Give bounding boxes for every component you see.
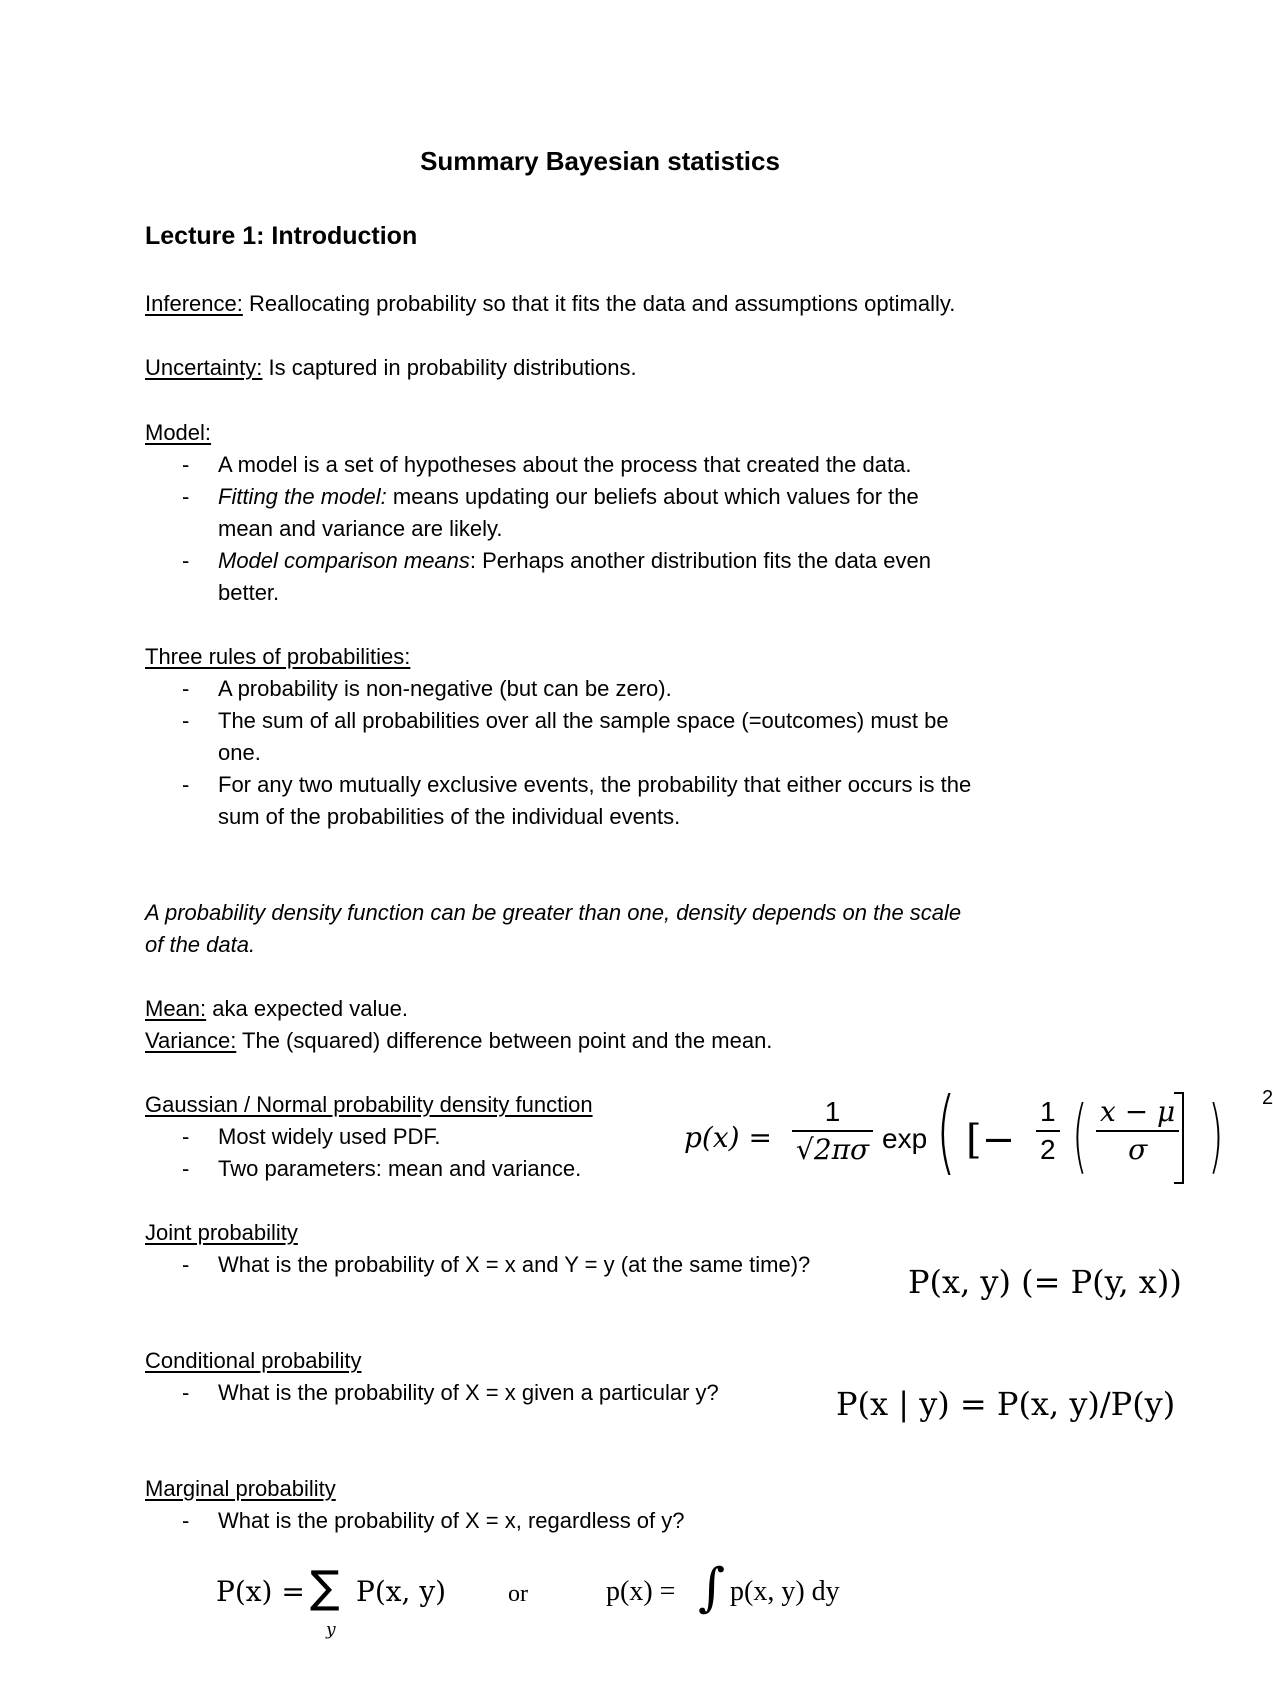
variance-text: The (squared) difference between point and the mean.	[236, 1028, 773, 1053]
three-rules-term: Three rules of probabilities:	[145, 644, 411, 669]
int-lhs: p(x) =	[606, 1576, 676, 1607]
variance-definition	[145, 1030, 772, 1052]
sum-subscript: y	[326, 1620, 336, 1640]
list-item-text-part: means updating our beliefs about which values for the	[386, 484, 919, 509]
list-item-text: For any two mutually exclusive events, the probability that either occurs is the	[218, 772, 972, 797]
joint-term: Joint probability	[145, 1220, 298, 1245]
conditional-term: Conditional probability	[145, 1348, 362, 1373]
half-numerator: 1	[1040, 1096, 1056, 1127]
list-item-text	[218, 486, 919, 508]
bullet-dash: -	[182, 1252, 190, 1277]
uncertainty-definition	[145, 357, 637, 379]
marginal-sum-formula	[216, 1562, 456, 1642]
half-denominator: 2	[1036, 1130, 1060, 1164]
fraction-denominator: √2πσ	[792, 1130, 873, 1164]
list-item-continuation: sum of the probabilities of the individual events.	[218, 804, 681, 829]
list-item-text: What is the probability of X = x and Y = y (at the same time)?	[218, 1252, 811, 1277]
formula-power: 2	[1262, 1087, 1273, 1109]
italic-term: Model comparison means	[218, 548, 470, 573]
bullet-dash: -	[182, 452, 190, 477]
bullet-dash: -	[182, 1380, 190, 1405]
sum-lhs: P(x) =	[216, 1575, 305, 1608]
bullet-dash: -	[182, 708, 190, 733]
list-item-text	[218, 550, 931, 572]
variance-term: Variance:	[145, 1028, 237, 1053]
lecture-heading: Lecture 1: Introduction	[145, 222, 418, 250]
inner-denominator: σ	[1096, 1130, 1179, 1164]
uncertainty-text: Is captured in probability distributions.	[262, 355, 637, 380]
formula-half	[1036, 1098, 1060, 1164]
or-connector: or	[508, 1581, 528, 1607]
list-item-text: What is the probability of X = x given a particular y?	[218, 1380, 719, 1405]
mean-text: aka expected value.	[206, 996, 408, 1021]
sum-rhs: P(x, y)	[356, 1575, 447, 1608]
bullet-dash: -	[182, 676, 190, 701]
formula-bracket-open: [−	[966, 1117, 1016, 1163]
mean-definition	[145, 998, 408, 1020]
formula-exp: exp	[882, 1123, 928, 1154]
conditional-formula: P(x | y) = P(x, y)/P(y)	[836, 1385, 1176, 1423]
formula-fraction	[792, 1098, 873, 1164]
formula-lhs: p(x) =	[684, 1121, 772, 1154]
gaussian-formula	[684, 1078, 1273, 1198]
list-item-text: The sum of all probabilities over all the sample space (=outcomes) must be	[218, 708, 949, 733]
formula-bracket-close	[1174, 1092, 1184, 1184]
mean-term: Mean:	[145, 996, 207, 1021]
joint-formula: P(x, y) (= P(y, x))	[908, 1263, 1182, 1301]
inference-term: Inference:	[145, 291, 243, 316]
marginal-term: Marginal probability	[145, 1476, 336, 1501]
inference-definition	[145, 293, 955, 315]
formula-inner-fraction	[1096, 1095, 1179, 1166]
list-item-text: Two parameters: mean and variance.	[218, 1156, 582, 1181]
inference-text: Reallocating probability so that it fits the data and assumptions optimally.	[242, 291, 956, 316]
list-item-text-part: : Perhaps another distribution fits the data even	[469, 548, 931, 573]
inner-numerator: x − μ	[1100, 1095, 1176, 1128]
list-item-text: A model is a set of hypotheses about the process that created the data.	[218, 452, 912, 477]
bullet-dash: -	[182, 1124, 190, 1149]
list-item-text: A probability is non-negative (but can be zero).	[218, 676, 672, 701]
italic-term: Fitting the model:	[218, 484, 387, 509]
gaussian-term: Gaussian / Normal probability density function	[145, 1092, 593, 1117]
bullet-dash: -	[182, 548, 190, 573]
int-rhs: p(x, y) dy	[730, 1576, 840, 1607]
int-sign: ∫	[698, 1558, 726, 1618]
uncertainty-term: Uncertainty:	[145, 355, 263, 380]
bullet-dash: -	[182, 1156, 190, 1181]
density-note-line: A probability density function can be greater than one, density depends on the scale	[145, 900, 962, 925]
bullet-dash: -	[182, 484, 190, 509]
formula-big-paren-open: (	[936, 1078, 956, 1185]
list-item-continuation: mean and variance are likely.	[218, 516, 503, 541]
formula-paren-open: (	[1072, 1089, 1088, 1182]
list-item-text: Most widely used PDF.	[218, 1124, 441, 1149]
sum-sigma: ∑	[310, 1562, 340, 1613]
list-item-continuation: one.	[218, 740, 261, 765]
model-term: Model:	[145, 420, 212, 445]
bullet-dash: -	[182, 772, 190, 797]
density-note-line: of the data.	[145, 932, 256, 957]
formula-paren-close: )	[1208, 1089, 1224, 1182]
list-item-continuation: better.	[218, 580, 280, 605]
list-item-text: What is the probability of X = x, regardless of y?	[218, 1508, 685, 1533]
page-title: Summary Bayesian statistics	[420, 146, 780, 176]
fraction-numerator: 1	[824, 1096, 841, 1127]
marginal-integral-formula	[606, 1558, 866, 1642]
bullet-dash: -	[182, 1508, 190, 1533]
